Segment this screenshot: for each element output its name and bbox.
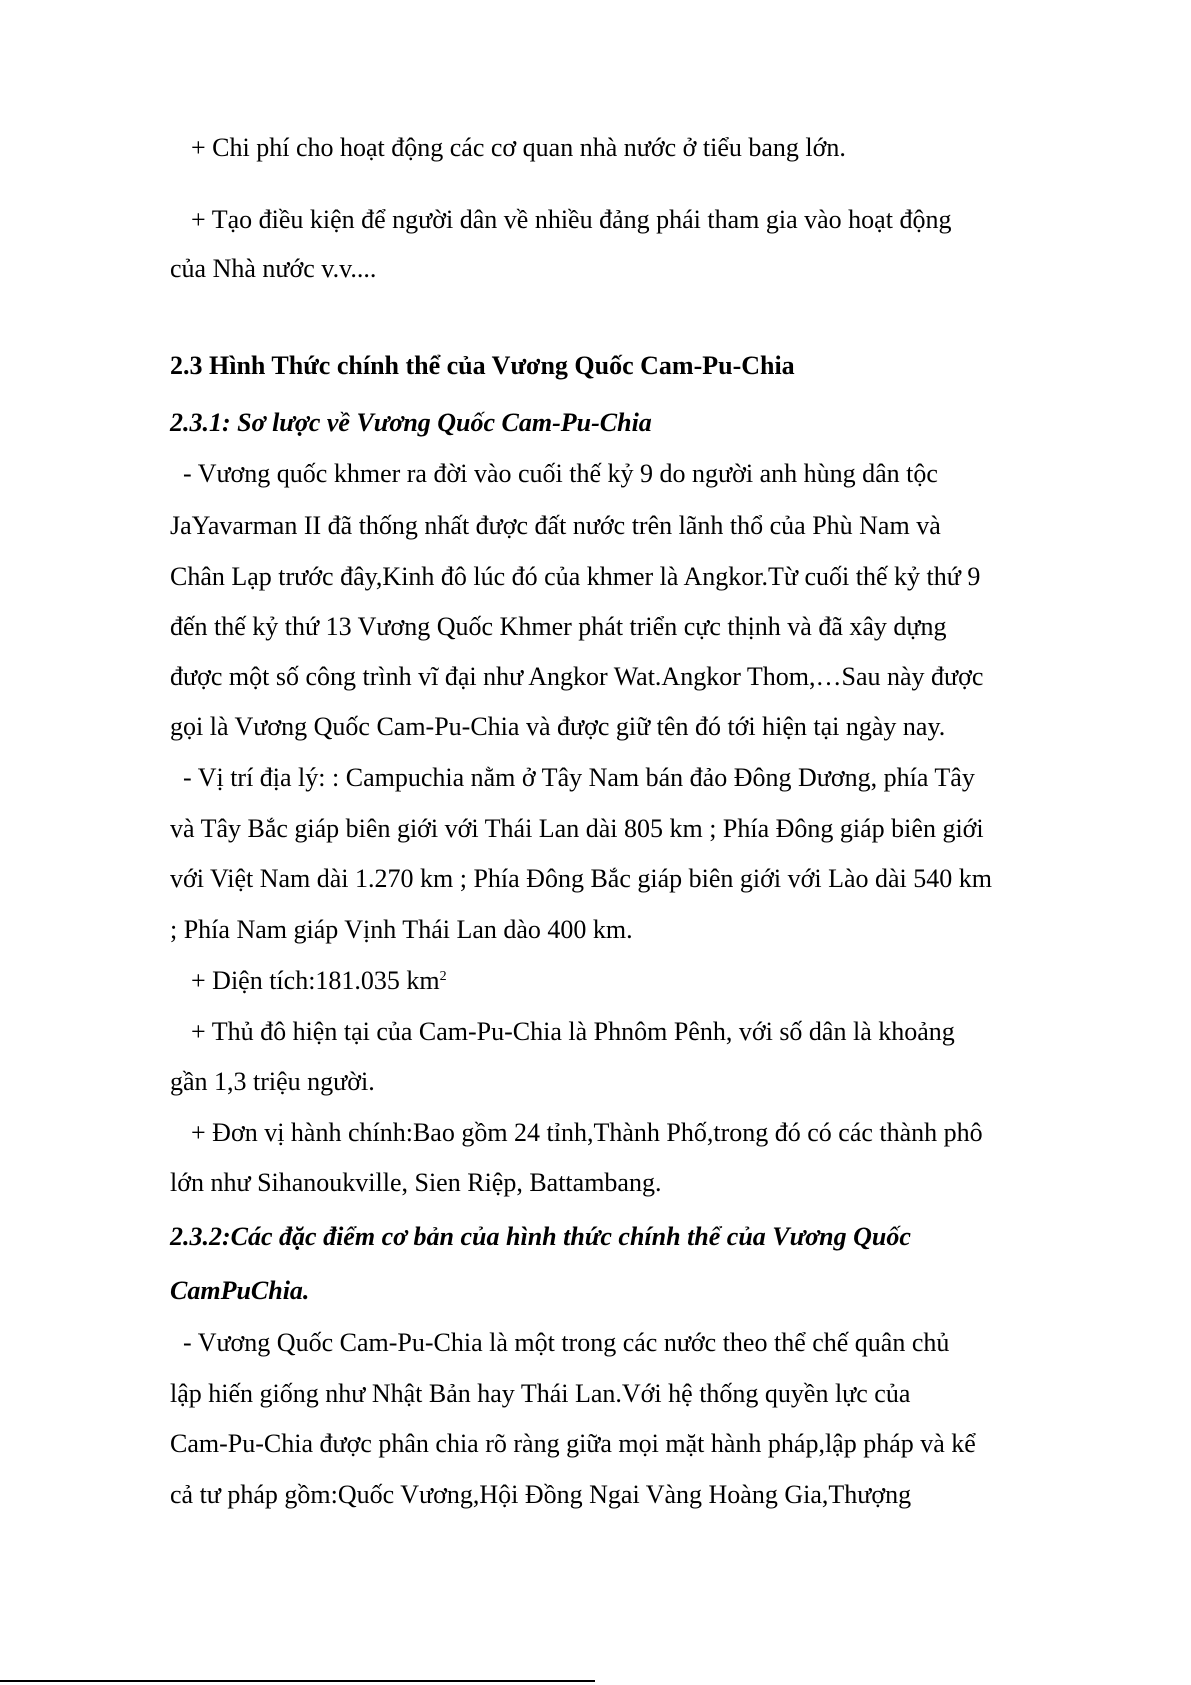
text-line: - Vương quốc khmer ra đời vào cuối thế kỷ 9 do người anh hùng dân tộc	[183, 459, 938, 488]
subsection-heading-continued: CamPuChia.	[170, 1276, 310, 1305]
text-line: + Chi phí cho hoạt động các cơ quan nhà nước ở tiểu bang lớn.	[191, 133, 846, 162]
text-line: cả tư pháp gồm:Quốc Vương,Hội Đồng Ngai Vàng Hoàng Gia,Thượng	[170, 1480, 912, 1509]
text-line: với Việt Nam dài 1.270 km ; Phía Đông Bắc giáp biên giới với Lào dài 540 km	[170, 864, 992, 893]
text-line: lớn như Sihanoukville, Sien Riệp, Battambang.	[170, 1168, 662, 1197]
text-line: ; Phía Nam giáp Vịnh Thái Lan dào 400 km.	[170, 915, 633, 944]
text-line-area	[191, 965, 447, 997]
text-line: - Vương Quốc Cam-Pu-Chia là một trong các nước theo thể chế quân chủ	[183, 1328, 950, 1357]
text-line: gần 1,3 triệu người.	[170, 1067, 375, 1096]
text-line: được một số công trình vĩ đại như Angkor Wat.Angkor Thom,…Sau này được	[170, 662, 984, 691]
text-line: + Đơn vị hành chính:Bao gồm 24 tỉnh,Thành Phố,trong đó có các thành phô	[191, 1118, 983, 1147]
text-line: đến thế kỷ thứ 13 Vương Quốc Khmer phát triển cực thịnh và đã xây dựng	[170, 612, 947, 641]
subsection-heading: 2.3.1: Sơ lược về Vương Quốc Cam-Pu-Chia	[170, 408, 652, 437]
superscript: 2	[439, 969, 447, 984]
text-line: Cam-Pu-Chia được phân chia rõ ràng giữa mọi mặt hành pháp,lập pháp và kể	[170, 1429, 976, 1458]
area-text: + Diện tích:181.035 km	[191, 966, 440, 995]
text-line: + Tạo điều kiện để người dân về nhiều đảng phái tham gia vào hoạt động	[191, 205, 952, 234]
subsection-heading: 2.3.2:Các đặc điểm cơ bản của hình thức chính thể của Vương Quốc	[170, 1222, 911, 1251]
text-line: của Nhà nước v.v....	[170, 254, 377, 283]
footer-divider	[0, 1680, 595, 1682]
text-line: và Tây Bắc giáp biên giới với Thái Lan dài 805 km ; Phía Đông giáp biên giới	[170, 814, 984, 843]
text-line: gọi là Vương Quốc Cam-Pu-Chia và được giữ tên đó tới hiện tại ngày nay.	[170, 712, 946, 741]
text-line: Chân Lạp trước đây,Kinh đô lúc đó của khmer là Angkor.Từ cuối thế kỷ thứ 9	[170, 562, 981, 591]
text-line: + Thủ đô hiện tại của Cam-Pu-Chia là Phnôm Pênh, với số dân là khoảng	[191, 1017, 955, 1046]
text-line: lập hiến giống như Nhật Bản hay Thái Lan.Với hệ thống quyền lực của	[170, 1379, 911, 1408]
text-line: - Vị trí địa lý: : Campuchia nằm ở Tây Nam bán đảo Đông Dương, phía Tây	[183, 763, 975, 792]
section-heading: 2.3 Hình Thức chính thể của Vương Quốc Cam-Pu-Chia	[170, 351, 795, 380]
text-line: JaYavarman II đã thống nhất được đất nước trên lãnh thổ của Phù Nam và	[170, 511, 941, 540]
